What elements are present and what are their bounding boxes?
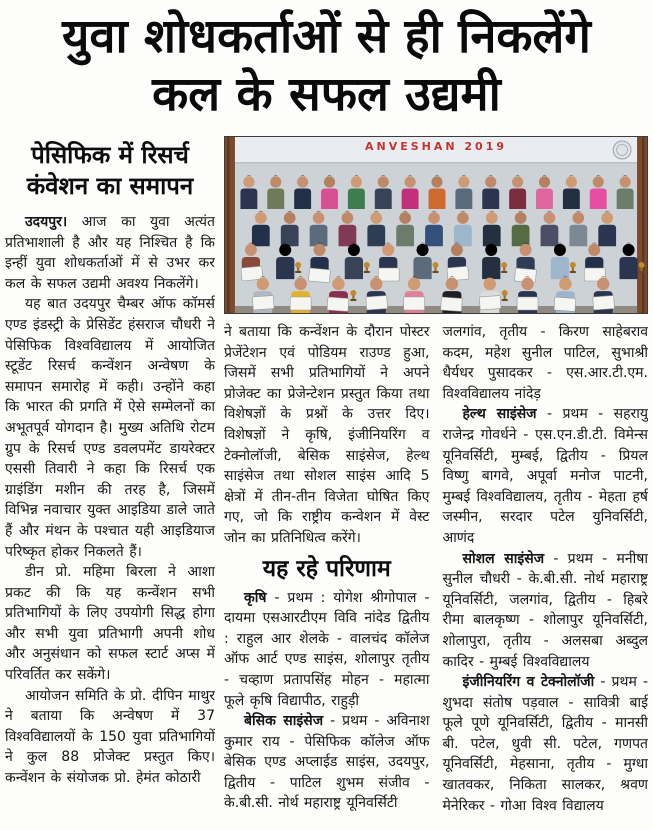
paragraph: यह बात उदयपुर चैम्बर ऑफ कॉमर्स एण्ड इंडस्ट्री के प्रेसिडेंट हंसराज चौधरी ने पेसिफिक विश्वविद्यालय में आयोजित स्टूडेंट रिसर्च कन्वेंशन अन्वेषण के समापन समारोह में कही। उन्होंने कहा कि भारत की प्रगति में ऐसे सम्मेलनों का अभूतपूर्व योगदान है। मुख्य अतिथि रोटम ग्रुप के रिसर्च एण्ड डवलपमेंट डायरेक्टर एससी तिवारी ने कहा कि रिसर्च एक ग्राइंडिंग मशीन की तरह है, जिसमें विभिन्न नवाचार युक्त आइडिया डाले जाते हैं और मंथन के पश्चात यही आइडियाज परिष्कृत होकर निकलते हैं।	[5, 296, 215, 560]
paragraph-continuation: जलगांव, तृतीय - किरण साहेबराव कदम, महेश सुनील पाटिल, सुभाश्री धैर्यधर पुसादकर - एस.आर.टी.एम. विश्वविद्यालय नांदेड़	[442, 324, 648, 402]
paragraph-text: - प्रथम - मनीषा सुनील चौधरी - के.बी.सी. नोर्थ महाराष्ट्र यूनिवर्सिटी, जलगांव, द्वितीय - हिबरे रीमा बालकृष्ण - शोलापुर यूनिवर्सिटी, शोलापुरा, तृतीय - अलसबा अब्दुल कादिर - मुम्बई विश्वविद्यालय	[442, 550, 648, 670]
paragraph-text: - प्रथम - अविनाश कुमार राय - पेसिफिक कॉलेज ऑफ बेसिक एण्ड अप्लाईड साइंस, उदयपुर, द्वितीय - पाटिल शुभम संजीव - के.बी.सी. नोर्थ महाराष्ट्र यूनिवर्सिटी	[224, 713, 430, 812]
subheadline-line2: कंवेशन का समापन	[26, 172, 194, 200]
paragraph-text: - प्रथम : योगेश श्रीगोपाल - दायमा एसआरटीएम विवि नांदेड द्वितीय : राहुल आर शेलके - वालचंद कॉलेज ऑफ आर्ट एण्ड साइंस, शोलापुर तृतीय - चव्हाण प्रतापसिंह मोहन - महात्मा फूले कृषि विद्यापीठ, राहुड़ी	[224, 589, 430, 709]
paragraph-dateline	[5, 212, 215, 294]
paragraph-text: - प्रथम - शुभदा संतोष पड़वाल - सावित्री बाई फूले पूणे यूनिवर्सिटी, द्वितीय - मानसी बी. पटेल, धुवी सी. पटेल, गणपत यूनिवर्सिटी, मेहसाना, तृतीय - मुग्धा खातवकर, निकिता सालकर, श्रवण मेनेरिकर - गोआ विश्व विद्यालय	[442, 674, 648, 814]
column-right	[443, 322, 649, 818]
paragraph-result-health-sciences	[443, 404, 649, 548]
paragraph-text: - प्रथम - सहरायु राजेन्द्र गोवर्धने - एस.एन.डी.टी. विमेन्स यूनिवर्सिटी, मुम्बई, द्वितीय - प्रियल विष्णु बागवे, अपूर्वा मनोज पाटनी, मुम्बई विश्वविद्यालय, तृतीय - मेहता हर्ष जस्मीन, सरदार पटेल युनिवर्सिटी, आणंद	[442, 406, 648, 546]
paragraph-result-agriculture	[224, 588, 430, 712]
results-heading: यह रहे परिणाम	[262, 555, 391, 582]
lower-columns	[224, 322, 648, 818]
article-body	[5, 136, 648, 818]
subheadline	[5, 140, 215, 202]
group-photo-illustration	[225, 137, 647, 313]
paragraph-text: आज का युवा अत्यंत प्रतिभाशाली है और यह निश्चित है कि इन्हीं युवा शोधकर्ताओं में से उभर कर कल के सफल उद्यमी अवश्य निकलेंगे।	[5, 214, 215, 292]
paragraph-result-engineering	[443, 672, 649, 816]
paragraph: आयोजन समिति के प्रो. दीपिन माथुर ने बताया कि अन्वेषण में 37 विश्वविद्यालयों के 150 युवा प्रतिभागियों ने कुल 88 प्रोजेक्ट प्रस्तुत किए। कन्वेंशन के संयोजक प्रो. हेमंत कोठारी	[5, 687, 215, 787]
subheadline-line1: पेसिफिक में रिसर्च	[31, 141, 189, 169]
category-lead-engineering: इंजीनियरिंग व टेक्नोलॉजी	[462, 674, 595, 691]
right-area	[224, 136, 648, 818]
paragraph-continuation: ने बताया कि कन्वेंशन के दौरान पोस्टर प्रेजेंटेशन एवं पोडियम राउण्ड हुआ, जिसमें सभी प्रतिभागियों ने अपने प्रोजेक्ट का प्रेजेन्टेशन प्रस्तुत किया तथा विशेषज्ञों के प्रश्नों के उत्तर दिए। विशेषज्ञों ने कृषि, इंजीनियरिंग व टेक्नोलॉजी, बेसिक साइंसेज, हेल्थ साइंसेज तथा सोशल साइंस आदि 5 क्षेत्रों में तीन-तीन विजेता घोषित किए गए, जो कि राष्ट्रीय कन्वेशन में वेस्ट जोन का प्रतिनिधित्व करेंगे।	[224, 324, 430, 546]
column-left	[5, 136, 215, 808]
headline	[5, 8, 648, 124]
headline-line2: कल के सफल उद्यमी	[152, 67, 501, 122]
photo-banner-text: ANVESHAN 2019	[364, 140, 508, 153]
category-lead-agriculture: कृषि	[244, 589, 267, 606]
paragraph: डीन प्रो. महिमा बिरला ने आशा प्रकट की कि यह कन्वेंशन सभी प्रतिभागियों के लिए उपयोगी सिद्ध होगा और सभी युवा प्रतिभागी अपनी शोध और अनुसंधान को सफल स्टार्ट अप्स में परिवर्तित कर सकेंगे।	[5, 564, 215, 684]
category-lead-health-sciences: हेल्थ साइंसेज	[462, 406, 537, 423]
headline-line1: युवा शोधकर्ताओं से ही निकलेंगे	[62, 9, 591, 64]
paragraph-result-basic-sciences	[224, 711, 430, 814]
paragraph-result-social-sciences	[443, 549, 649, 673]
dateline-lead: उदयपुर।	[25, 214, 68, 230]
category-lead-basic-sciences: बेसिक साइंसेज	[244, 713, 324, 730]
convention-group-photo	[224, 136, 648, 314]
column-middle	[224, 322, 430, 818]
category-lead-social-sciences: सोशल साइंसेज	[462, 550, 545, 567]
